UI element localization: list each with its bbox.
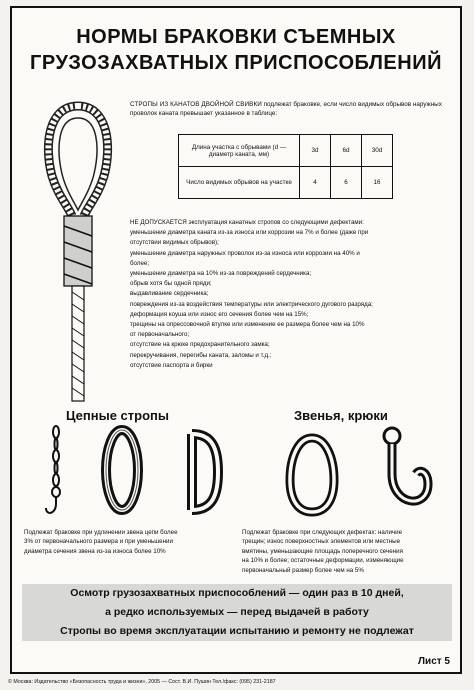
table-row-label: Длина участка с обрывами (d — диаметр каната, мм) [179,135,300,167]
rope-sling-illustration [38,86,118,406]
note-line: 3% от первоначального размера и при уменьшении [24,538,173,546]
table-cell: 4 [300,167,331,199]
rigging-illustrations [42,424,452,524]
banner-line-1: Осмотр грузозахватных приспособлений — один раз в 10 дней, [22,584,452,603]
note-line: первоначальный размер более чем на 5% [242,566,364,574]
table-header-cell: 3d [300,135,331,167]
title-line-1: НОРМЫ БРАКОВКИ СЪЕМНЫХ [76,26,396,48]
note-line: вмятины, уменьшающие площадь поперечного сечения [242,547,403,555]
defects-intro-body: эксплуатация канатных стропов со следующими дефектами: [186,219,364,226]
list-item: уменьшение диаметра каната из-за износа или коррозии на 7% и более (даже при [130,229,369,237]
poster [10,6,462,674]
rope-defects-list [130,218,458,371]
note-line: Подлежат браковке при следующих дефектах: наличие [242,529,403,536]
list-item: уменьшение диаметра наружных проволок из-за износа или коррозии на 40% и [130,249,360,257]
table-header-cell: 6d [331,135,362,167]
banner-line-2: а редко используемых — перед выдачей в работу [22,603,452,622]
rope-lead-body: подлежат браковке, если число видимых обрывов наружных проволок каната превышает указанное в таблице: [130,101,442,117]
oval-link-illustration [106,430,138,510]
table-cell: 16 [362,167,393,199]
note-line: Подлежат браковке при удлинении звена цепи более [24,529,178,536]
list-item: от первоначального; [130,331,190,339]
section-title-links: Звенья, крюки [294,408,388,423]
rope-lead-caps: СТРОПЫ ИЗ КАНАТОВ ДВОЙНОЙ СВИВКИ [130,101,262,108]
defects-intro-caps: НЕ ДОПУСКАЕТСЯ [130,219,187,226]
note-line: трещин; износ поверхностных элементов или местные [242,538,401,546]
hook-illustration [384,428,428,501]
chain-illustration [46,426,60,513]
list-item: отсутствии видимых обрывов); [130,239,219,247]
list-item: выдавливание сердечника; [130,290,209,298]
list-item: отсутствие паспорта и бирки [130,361,213,369]
rope-lead-text [130,100,456,118]
title-line-2: ГРУЗОЗАХВАТНЫХ ПРИСПОСОБЛЕНИЙ [30,52,442,74]
defects-intro [130,218,458,228]
links-reject-note [242,528,456,575]
list-item: уменьшение диаметра на 10% из-за повреждений сердечника; [130,270,312,278]
rope-breaks-table [178,134,393,199]
table-row [179,135,393,167]
table-cell: 6 [331,167,362,199]
sheet-number: Лист 5 [418,656,450,667]
note-line: диаметра сечения звена из-за износа более 10% [24,547,166,555]
list-item: деформация коуша или износ его сечения более чем на 15%; [130,310,309,318]
section-title-chains: Цепные стропы [66,408,169,423]
publisher-footer: © Москва: Издательство «Безопасность труда и жизни», 2005 — Сост. В.И. Пушин Тел./факс: (095) 231-2187 [8,679,276,685]
pear-link-illustration [290,438,334,512]
note-line: на 10% и более; остаточные деформации, изменяющие [242,557,404,565]
table-row [179,167,393,199]
chain-reject-note [24,528,224,556]
list-item: отсутствие на крюке предохранительного замка; [130,341,270,349]
list-item: обрыв хотя бы одной пряди; [130,280,212,288]
poster-title [12,24,460,76]
table-header-cell: 30d [362,135,393,167]
list-item: перекручивания, перегибы каната, заломы и т.д.; [130,351,272,359]
list-item: повреждения из-за воздействия температуры или электрического дугового разряда; [130,300,373,308]
table-row-label: Число видимых обрывов на участке [179,167,300,199]
inspection-banner [22,584,452,641]
banner-line-3: Стропы во время эксплуатации испытанию и ремонту не подлежат [22,622,452,641]
d-link-illustration [192,434,218,510]
list-item: трещины на опрессовочной втулке или изменение ее размера более чем на 10% [130,321,365,329]
list-item: более; [130,259,150,267]
